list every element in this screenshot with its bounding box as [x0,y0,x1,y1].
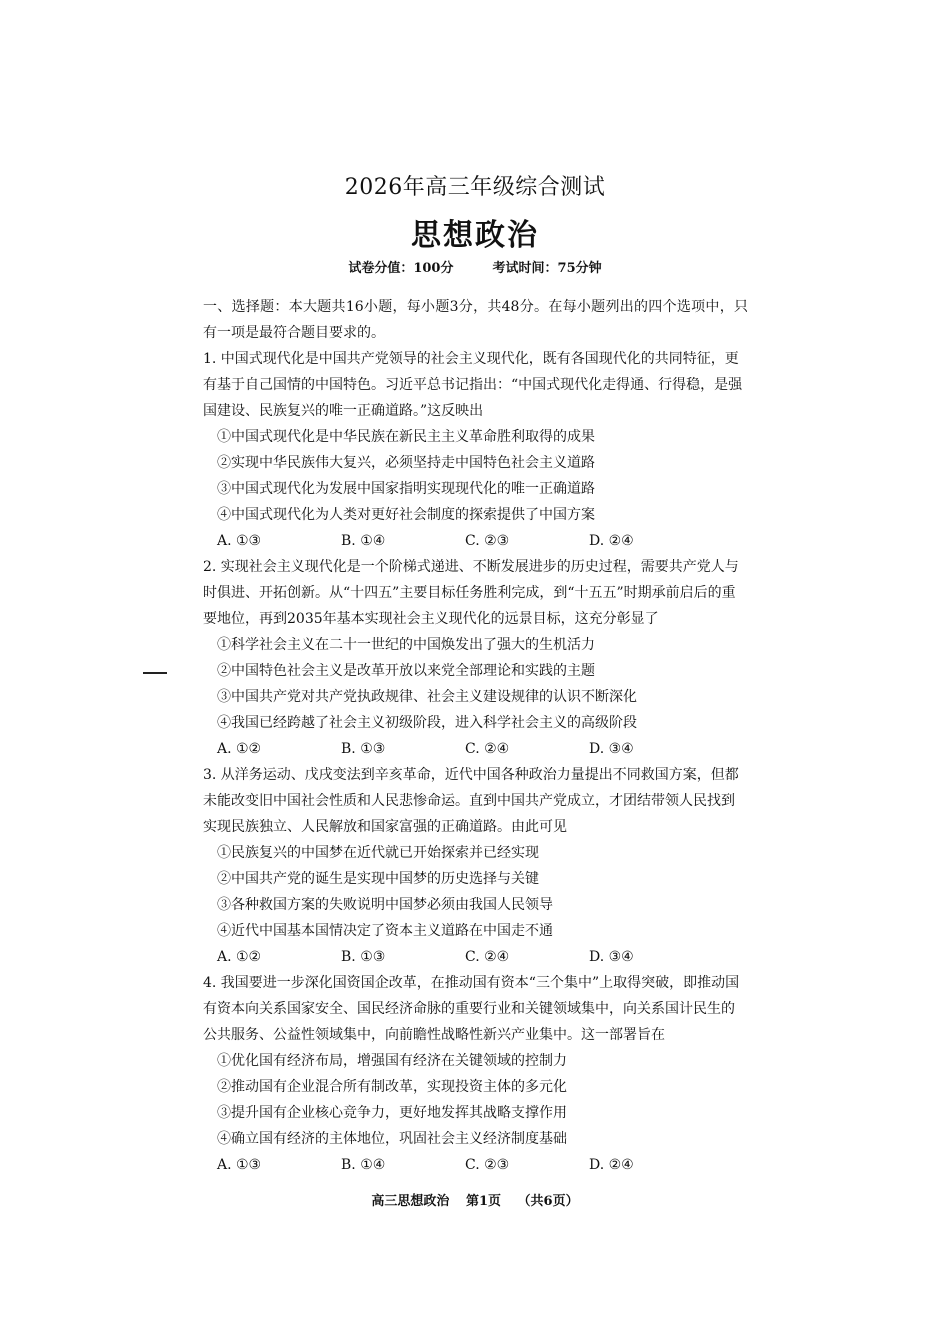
question-stem: 3. 从洋务运动、戊戌变法到辛亥革命，近代中国各种政治力量提出不同救国方案，但都未能改变旧中国社会性质和人民悲惨命运。直到中国共产党成立，才团结带领人民找到实现民族独立、人民解放和国家富强的正确道路。由此可见 [203,767,739,835]
exam-title: 2026年高三年级综合测试 [344,175,606,200]
question-1 [203,346,748,554]
question-2 [203,554,748,762]
option-d: D. ②④ [589,1157,634,1173]
options-row [203,528,748,554]
statement: ①科学社会主义在二十一世纪的中国焕发出了强大的生机活力 [217,637,595,653]
option-d: D. ③④ [589,949,634,965]
option-d: D. ③④ [589,741,634,757]
option-c: C. ②③ [465,533,510,549]
option-a: A. ①② [217,949,262,965]
option-c: C. ②④ [465,949,510,965]
option-a: A. ①② [217,741,262,757]
statement: ③提升国有企业核心竞争力，更好地发挥其战略支撑作用 [217,1105,567,1121]
statement: ②推动国有企业混合所有制改革，实现投资主体的多元化 [217,1079,567,1095]
statement: ④中国式现代化为人类对更好社会制度的探索提供了中国方案 [217,507,595,523]
options-row [203,736,748,762]
statement: ③中国式现代化为发展中国家指明实现现代化的唯一正确道路 [217,481,595,497]
statement: ①优化国有经济布局，增强国有经济在关键领域的控制力 [217,1053,567,1069]
question-stem: 1. 中国式现代化是中国共产党领导的社会主义现代化，既有各国现代化的共同特征，更有基于自己国情的中国特色。习近平总书记指出：“中国式现代化走得通、行得稳，是强国建设、民族复兴的唯一正确道路。”这反映出 [203,351,743,419]
question-stem: 2. 实现社会主义现代化是一个阶梯式递进、不断发展进步的历史过程，需要共产党人与时俱进、开拓创新。从“十四五”主要目标任务胜利完成，到“十五五”时期承前启后的重要地位，再到2035年基本实现社会主义现代化的远景目标，这充分彰显了 [203,559,739,627]
option-b: B. ①③ [341,741,386,757]
statement: ①民族复兴的中国梦在近代就已开始探索并已经实现 [217,845,539,861]
options-row [203,1152,748,1178]
option-b: B. ①④ [341,533,386,549]
score-label: 试卷分值：100分 [348,261,454,276]
option-c: C. ②④ [465,741,510,757]
option-c: C. ②③ [465,1157,510,1173]
statement: ③各种救国方案的失败说明中国梦必须由我国人民领导 [217,897,553,913]
option-a: A. ①③ [217,533,262,549]
question-3 [203,762,748,970]
statement: ②实现中华民族伟大复兴，必须坚持走中国特色社会主义道路 [217,455,595,471]
option-b: B. ①④ [341,1157,386,1173]
option-b: B. ①③ [341,949,386,965]
footer-page: 第1页 [465,1194,501,1209]
question-stem: 4. 我国要进一步深化国资国企改革，在推动国有资本“三个集中”上取得突破，即推动国有资本向关系国家安全、国民经济命脉的重要行业和关键领域集中，向关系国计民生的公共服务、公益性领域集中，向前瞻性战略性新兴产业集中。这一部署旨在 [203,975,740,1043]
statement: ②中国特色社会主义是改革开放以来党全部理论和实践的主题 [217,663,595,679]
footer-total: （共6页） [517,1194,579,1209]
question-4 [203,970,748,1178]
exam-content [203,294,748,1178]
statement: ③中国共产党对共产党执政规律、社会主义建设规律的认识不断深化 [217,689,637,705]
time-label: 考试时间：75分钟 [492,261,602,276]
statement: ④我国已经跨越了社会主义初级阶段，进入科学社会主义的高级阶段 [217,715,637,731]
footer-course: 高三思想政治 [371,1194,450,1209]
option-d: D. ②④ [589,533,634,549]
statement: ④近代中国基本国情决定了资本主义道路在中国走不通 [217,923,553,939]
section-heading: 一、选择题：本大题共16小题，每小题3分，共48分。在每小题列出的四个选项中，只有一项是最符合题目要求的。 [203,299,748,341]
statement: ④确立国有经济的主体地位，巩固社会主义经济制度基础 [217,1131,567,1147]
page-footer [0,1190,950,1209]
exam-subject: 思想政治 [411,218,539,253]
statement: ②中国共产党的诞生是实现中国梦的历史选择与关键 [217,871,539,887]
options-row [203,944,748,970]
statement: ①中国式现代化是中华民族在新民主主义革命胜利取得的成果 [217,429,595,445]
exam-meta [0,257,950,276]
margin-dash [143,672,167,674]
option-a: A. ①③ [217,1157,262,1173]
